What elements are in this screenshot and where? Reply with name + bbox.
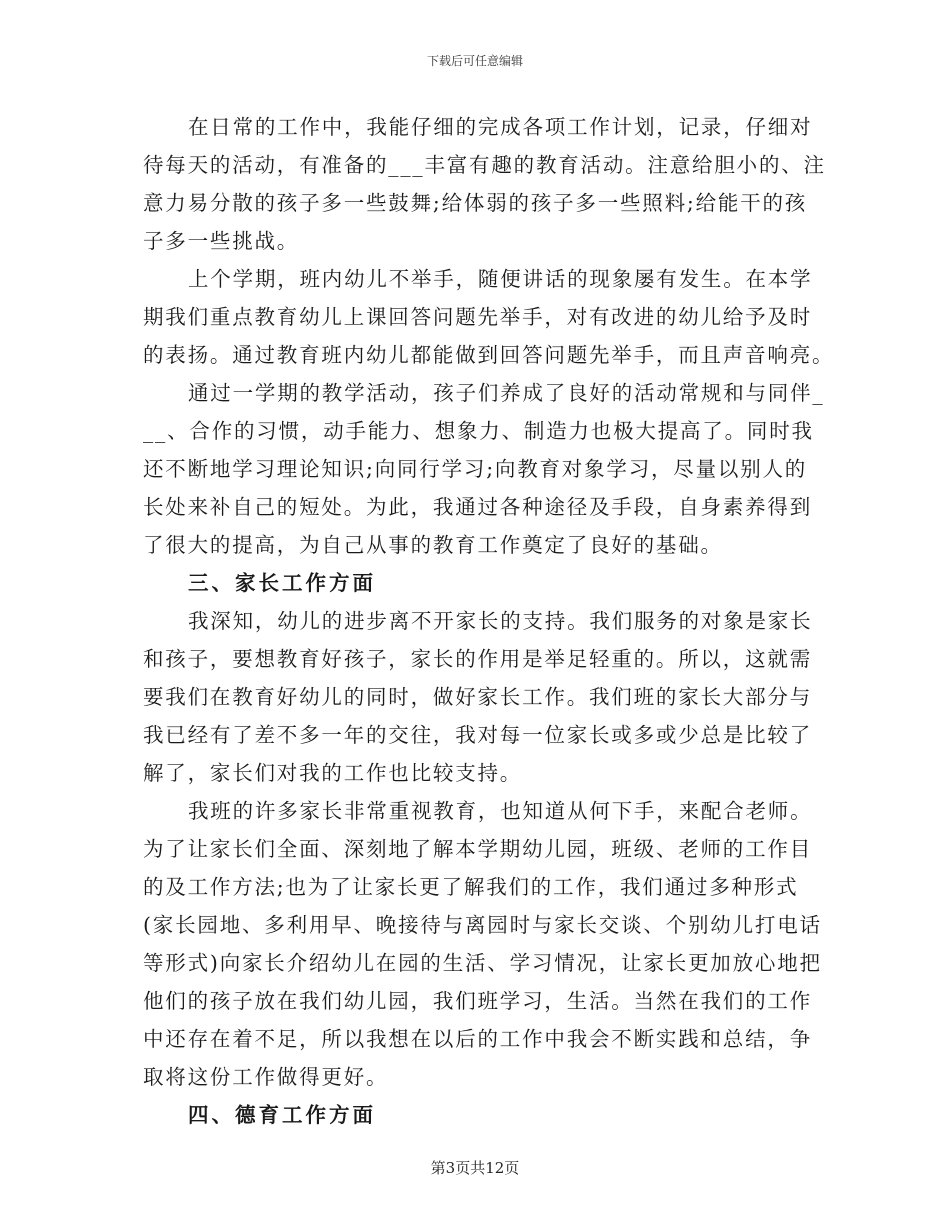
text-line: 等形式)向家长介绍幼儿在园的生活、学习情况，让家长更加放心地把	[143, 951, 822, 975]
page-header: 下载后可任意编辑	[426, 54, 523, 68]
text-line: 的及工作方法;也为了让家长更了解我们的工作，我们通过多种形式	[143, 875, 799, 899]
text-line: 我深知，幼儿的进步离不开家长的支持。我们服务的对象是家长	[188, 609, 813, 633]
text-line: __、合作的习惯，动手能力、想象力、制造力也极大提高了。同时我	[143, 419, 814, 443]
text-line: 子多一些挑战。	[143, 229, 300, 253]
text-line: 意力易分散的孩子多一些鼓舞;给体弱的孩子多一些照料;给能干的孩	[143, 191, 808, 215]
text-line: 我班的许多家长非常重视教育，也知道从何下手，来配合老师。	[188, 799, 813, 823]
text-line: 要我们在教育好幼儿的同时，做好家长工作。我们班的家长大部分与	[143, 685, 812, 709]
text-line: 上个学期，班内幼儿不举手，随便讲话的现象屡有发生。在本学	[188, 267, 813, 291]
text-line: 待每天的活动，有准备的___丰富有趣的教育活动。注意给胆小的、注	[143, 153, 826, 177]
text-line: 通过一学期的教学活动，孩子们养成了良好的活动常规和与同伴_	[188, 381, 825, 405]
text-line: 取将这份工作做得更好。	[143, 1065, 389, 1089]
text-line: 还不断地学习理论知识;向同行学习;向教育对象学习，尽量以别人的	[143, 457, 808, 481]
text-line: 期我们重点教育幼儿上课回答问题先举手，对有改进的幼儿给予及时	[143, 305, 812, 329]
text-line: 为了让家长们全面、深刻地了解本学期幼儿园，班级、老师的工作目	[143, 837, 812, 861]
text-line: 我已经有了差不多一年的交往，我对每一位家长或多或少总是比较了	[143, 723, 812, 747]
text-line: 了很大的提高，为自己从事的教育工作奠定了良好的基础。	[143, 533, 723, 557]
text-line: 的表扬。通过教育班内幼儿都能做到回答问题先举手，而且声音响亮。	[143, 343, 835, 367]
text-line: 他们的孩子放在我们幼儿园，我们班学习，生活。当然在我们的工作	[143, 989, 812, 1013]
text-line: 和孩子，要想教育好孩子，家长的作用是举足轻重的。所以，这就需	[143, 647, 812, 671]
page-footer: 第3页共12页	[430, 1159, 520, 1177]
text-line: 长处来补自己的短处。为此，我通过各种途径及手段，自身素养得到	[143, 495, 812, 519]
text-line: 中还存在着不足，所以我想在以后的工作中我会不断实践和总结，争	[143, 1027, 812, 1051]
text-line: 解了，家长们对我的工作也比较支持。	[143, 761, 523, 785]
section-heading: 四、德育工作方面	[188, 1103, 376, 1127]
text-line: 在日常的工作中，我能仔细的完成各项工作计划，记录，仔细对	[188, 115, 813, 139]
section-heading: 三、家长工作方面	[188, 571, 376, 595]
text-line: (家长园地、多利用早、晚接待与离园时与家长交谈、个别幼儿打电话	[143, 913, 822, 937]
